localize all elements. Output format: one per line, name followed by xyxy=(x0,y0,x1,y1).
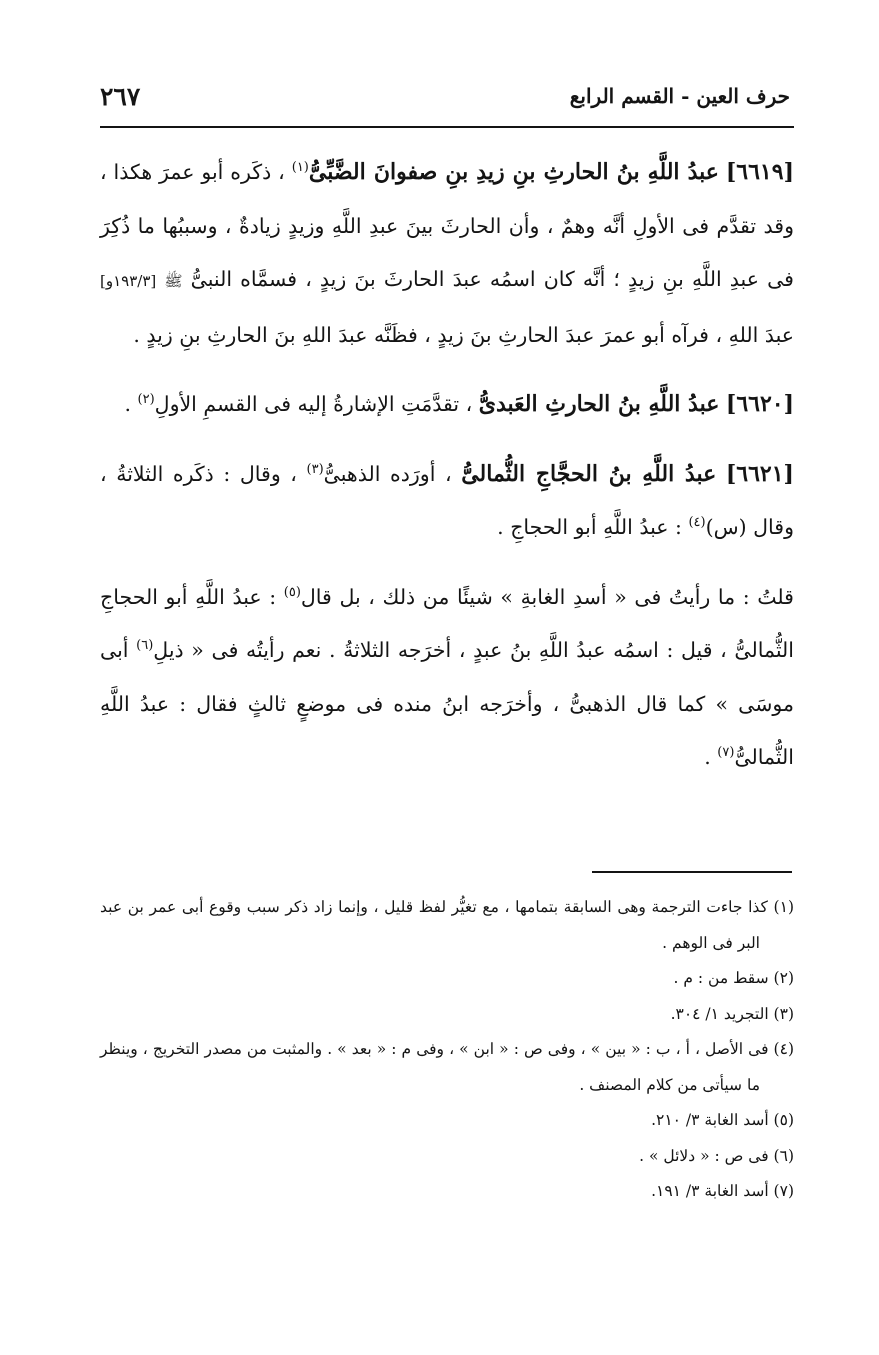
entry-text: ، أورَده الذهبىُّ xyxy=(323,461,452,486)
footnote-ref[interactable]: (٢) xyxy=(137,392,155,408)
main-text xyxy=(100,146,794,785)
footnote-3: (٣) التجريد ١/ ٣٠٤. xyxy=(670,1004,794,1023)
footnote-7: (٧) أسد الغابة ٣/ ١٩١. xyxy=(651,1182,794,1200)
honorific-glyph: ﷺ xyxy=(164,272,183,290)
entry-text: . xyxy=(124,392,131,416)
page-number: ٢٦٧ xyxy=(100,82,141,111)
footnote-divider xyxy=(592,871,792,873)
footnote-ref[interactable]: (٦) xyxy=(136,638,154,654)
entry-text: عبدَ اللهِ ، فرآه أبو عمرَ عبدَ الحارثِ بنَ زيدٍ ، فظَنَّه عبدَ اللهِ بنَ الحارثِ بنِ زيدٍ . xyxy=(133,322,794,347)
entry-number: [٦٦٢١] xyxy=(725,460,794,487)
comment-paragraph xyxy=(100,571,794,785)
entry-name: عبدُ اللَّهِ بنُ الحارثِ العَبدىُّ xyxy=(478,391,720,417)
entry-name: عبدُ اللَّهِ بنُ الحجَّاجِ الثُّمالىُّ xyxy=(461,460,717,487)
footnote-ref[interactable]: (٥) xyxy=(283,584,301,600)
comment-text: : عبدُ اللَّهِ أبو الحجاجِ الثُّمالىُّ ، قيل : اسمُه عبدُ اللَّهِ بنُ عبدٍ ، أخرَجه الثلاثةُ . نعم رأيتُه فى « ذيلِ xyxy=(100,584,794,662)
entry-number: [٦٦٢٠] xyxy=(725,391,794,417)
footnote-4: (٤) فى الأصل ، أ ، ب : « بين » ، وفى ص : « ابن » ، وفى م : « بعد » . والمثبت من مصدر التخريج ، وينظر ما سيأتى من كلام المصنف . xyxy=(100,1040,794,1094)
entry-text: : عبدُ اللَّهِ أبو الحجاجِ . xyxy=(497,515,682,539)
header-divider xyxy=(100,126,794,128)
paragraph-gap xyxy=(100,432,794,448)
footnote-ref[interactable]: (٤) xyxy=(688,515,706,531)
running-title: حرف العين - القسم الرابع xyxy=(569,84,790,108)
comment-text: قلتُ : ما رأيتُ فى « أسدِ الغابةِ » شيئًا من ذلك ، بل قال xyxy=(300,584,794,609)
footnotes xyxy=(100,890,794,1210)
footnote-1: (١) كذا جاءت الترجمة وهى السابقة بتمامها ، مع تغيُّر لفظ قليل ، وإنما زاد ذكر سبب وقوع أبى عمر بن عبد البر فى الوهم . xyxy=(100,898,794,952)
entry-6621 xyxy=(100,448,794,555)
footnote-ref[interactable]: (١) xyxy=(291,160,309,176)
entry-6619 xyxy=(100,146,794,362)
entry-6620 xyxy=(100,378,794,432)
entry-text: ، وقال : ذكَره الثلاثةُ ، وقال (س) xyxy=(100,461,794,539)
entry-text: ، ذكَره أبو عمرَ هكذا ، وقد تقدَّم فى الأولِ أنَّه وهمٌ ، وأن الحارثَ بينَ عبدِ اللَّهِ وزيدٍ زيادةٌ ، وسببُها ما ذُكِرَ فى عبدِ اللَّهِ بنِ زيدٍ ؛ أنَّه كان اسمُه عبدَ الحارثَ بنَ زيدٍ ، فسمَّاه النبىُّ xyxy=(100,160,794,291)
entry-number: [٦٦١٩] xyxy=(725,159,794,185)
paragraph-gap xyxy=(100,362,794,378)
manuscript-ref: [١٩٣/٣و] xyxy=(100,272,157,290)
comment-text: أبى موسَى » كما قال الذهبىُّ ، وأخرَجه ابنُ منده فى موضعٍ ثالثٍ فقال : عبدُ اللَّهِ الثُّمالىُّ xyxy=(100,638,794,769)
footnote-ref[interactable]: (٣) xyxy=(306,461,324,477)
entry-name: عبدُ اللَّهِ بنُ الحارثِ بنِ زيدِ بنِ صفوانَ الضَّبِّىُّ xyxy=(308,159,719,185)
entry-text: ، تقدَّمَتِ الإشارةُ إليه فى القسمِ الأولِ xyxy=(154,392,473,416)
footnote-ref[interactable]: (٧) xyxy=(717,745,735,761)
page-header xyxy=(100,82,790,122)
footnote-5: (٥) أسد الغابة ٣/ ٢١٠. xyxy=(651,1111,794,1129)
footnote-6: (٦) فى ص : « دلائل » . xyxy=(639,1146,794,1165)
footnote-2: (٢) سقط من : م . xyxy=(673,969,794,987)
comment-text: . xyxy=(704,745,711,769)
paragraph-gap xyxy=(100,555,794,571)
